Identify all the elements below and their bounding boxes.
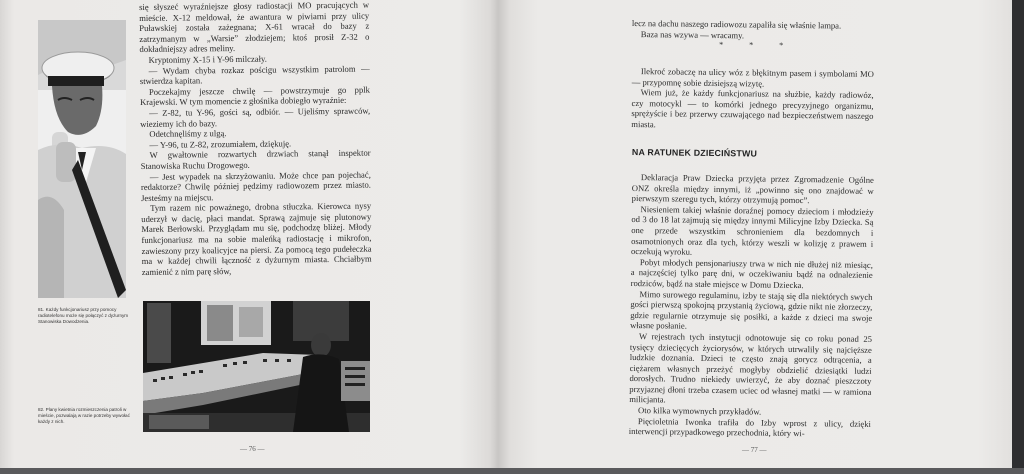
paragraph: Niesieniem takiej właśnie doraźnej pomocy dzieciom i młodzieży od 3 do 18 lat zajmują się między innymi Milicyjne Izby Dziecka. Są one przede wszystkim schronieniem dla bezdomnych i osamotnionych oraz dla tych, którzy weszli w kolizję z prawem i oczekują wyroku. [630, 203, 874, 257]
photo-control-room [143, 301, 370, 432]
right-page-after-stars [631, 66, 874, 133]
book-edge [1012, 0, 1024, 474]
paragraph: Oto kilka wymownych przykładów. [638, 405, 762, 417]
left-page-text [139, 0, 372, 277]
paragraph: — Y-96, tu Z-82, zrozumiałem, dziękuję. [149, 138, 292, 150]
paragraph: Deklaracja Praw Dziecka przyjęta przez Zgromadzenie Ogólne ONZ określa między innymi, iż „powinno się ono znajdować w pierwszym szeregu tych, którzy otrzymują pomoc”. [631, 172, 874, 206]
paragraph: Tym razem nic poważnego, drobna stłuczka. Kierowca nysy uderzył w dacię, płaci mandat. Sprawą zajmuje się plutonowy Marek Berłowski. Przyglądam mu się, podchodzę bliżej. Młody funkcjonariusz ma na sobie maleńką radiostację i mikrofon, zawieszony przy koalicyjce na piersi. Za pomocą tego pudełeczka ma w każdej chwili łączność z dyżurnym miasta. Chciałbym zamienić z nim parę słów, [141, 200, 372, 277]
section-separator-stars: * * * [719, 40, 796, 51]
paragraph: Poczekajmy jeszcze chwilę — powstrzymuje go pplk Krajewski. W tym momencie z głośnika dobiegło wyraźnie: [139, 84, 370, 108]
paragraph: Baza nas wzywa — wracamy. [640, 28, 745, 40]
paragraph: — Z-82, tu Y-96, gości są, odbiór. — Ujeliśmy sprawców, wieziemy ich do bazy. [140, 105, 371, 129]
paragraph: Mimo surowego regulaminu, izby te stają się dla niektórych swych gości pierwszą spokojną przystanią życiową, gdzie nikt nie złorzeczy, gdzie regularnie otrzymuje się posiłki, a każde z dzieci ma swoje własne posłanie. [630, 288, 873, 331]
paragraph: się słyszeć wyraźniejsze głosy radiostacji MO pracujących w mieście. X-12 meldował, że awantura w piwiarni przy ulicy Puławskiej została zażegnana; X-61 wracał do bazy z zatrzymanym w „Warsie” złodziejem; ktoś prosił Z-32 o dokładniejszy adres meliny. [139, 0, 370, 55]
paragraph: — Wydam chyba rozkaz pościgu wszystkim patrolom — stwierdza kapitan. [139, 63, 370, 87]
paragraph: Pobyt młodych pensjonariuszy trwa w nich nie dłużej niż miesiąc, a najczęściej tylko parę dni, w oczekiwaniu bądź na odnalezienie rodziców, bądź na stałe miejsce w Domu Dziecka. [630, 256, 873, 291]
background-strip [0, 468, 1024, 474]
section-heading: NA RATUNEK DZIECIŃSTWU [631, 147, 758, 159]
paragraph: Ilekroć zobaczę na ulicy wóz z błękitnym pasem i symbolami MO — przypomnę sobie dzisiejszą wizytę. [631, 66, 874, 89]
paragraph: W rejestrach tych instytucji odnotowuje się co roku ponad 25 tysięcy dziecięcych życiorysów, w których utrwalily się najcięższe ludzkie doznania. Dzieci te często znają gorycz odtrącenia, a ciężarem własnych przeżyć mogłyby obdzielić dziesiątki ludzi dorosłych. Trudno niekiedy uwierzyć, że aby doznać pieszczoty przyjaznej dłoni trzeba czasem uciec od własnej matki — w ramiona milicjanta. [629, 331, 873, 405]
paragraph: W gwałtownie rozwartych drzwiach stanął inspektor Stanowiska Ruchu Drogowego. [140, 147, 371, 171]
right-page-intro [632, 18, 874, 53]
photo-caption-81: 81. Każdy funkcjonariusz przy pomocy radiotelefonu może się połączyć z dyżurnym Stanowiska Dowodzenia. [38, 307, 129, 324]
left-page [0, 0, 498, 474]
page-number-right: — 77 — [742, 446, 767, 454]
paragraph: Odetchnęliśmy z ulgą. [149, 128, 227, 140]
paragraph: lecz na dachu naszego radiowozu zapaliła się właśnie lampa. [631, 18, 842, 31]
paragraph: Pięcioletnia Iwonka trafiła do Izby wprost z ulicy, dzięki interwencji przypadkowego przechodnia, który wi- [628, 415, 872, 439]
right-page-section-text [629, 172, 874, 440]
photo-caption-82: 82. Plany kwietnia rozmieszczenia patroli w mieście, pozwalają w razie potrzeby wywołać każdy z nich. [38, 407, 130, 424]
photo-policeman-radio [38, 20, 126, 298]
paragraph: — Jest wypadek na skrzyżowaniu. Może chce pan pojechać, redaktorze? Chwilę później pędzimy radiowozem przez miasto. Jesteśmy na miejscu. [140, 169, 371, 203]
paragraph: Wiem już, że każdy funkcjonariusz na służbie, każdy radiowóz, czy motocykl — to komórki jednego precyzyjnego organizmu, sprężyście i bez przerwy czuwającego nad bezpieczeństwem naszego miasta. [631, 87, 874, 130]
paragraph: Kryptonimy X-15 i Y-96 milczały. [148, 53, 267, 65]
page-number-left: — 76 — [240, 445, 265, 453]
